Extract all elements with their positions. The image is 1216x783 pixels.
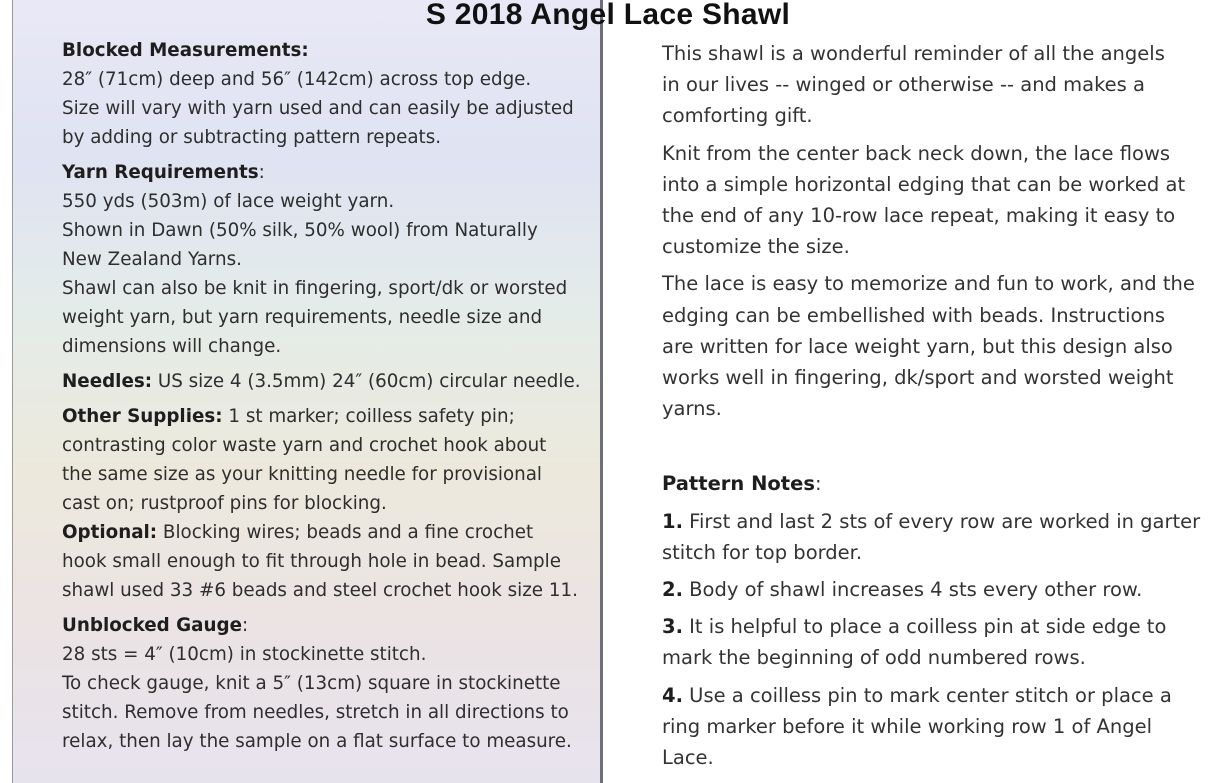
pattern-note-1 xyxy=(662,506,1202,568)
text-line: New Zealand Yarns. xyxy=(62,249,242,270)
text-line: edging can be embellished with beads. Instructions xyxy=(662,303,1165,327)
section-heading: Pattern Notes xyxy=(662,472,815,496)
section-heading: Blocked Measurements: xyxy=(62,40,309,61)
text-line: Body of shawl increases 4 sts every other row. xyxy=(682,578,1143,602)
note-number: 2. xyxy=(662,578,683,602)
text-line: works well in fingering, dk/sport and worsted weight xyxy=(662,366,1174,390)
text-line: US size 4 (3.5mm) 24″ (60cm) circular needle. xyxy=(152,371,581,392)
text-line: The lace is easy to memorize and fun to work, and the xyxy=(662,272,1195,296)
text-line: contrasting color waste yarn and crochet hook about xyxy=(62,435,547,456)
text-line: dimensions will change. xyxy=(62,336,282,357)
text-line: relax, then lay the sample on a flat surface to measure. xyxy=(62,731,572,752)
text-line: 1 st marker; coilless safety pin; xyxy=(222,406,515,427)
text-line: This shawl is a wonderful reminder of all the angels xyxy=(662,42,1165,65)
section-heading: Needles: xyxy=(62,371,153,392)
description-column xyxy=(662,38,1202,773)
text-line: shawl used 33 #6 beads and steel crochet hook size 11. xyxy=(62,580,578,601)
text-line: 28 sts = 4″ (10cm) in stockinette stitch. xyxy=(62,644,427,665)
text-line: by adding or subtracting pattern repeats. xyxy=(62,127,442,148)
heading-suffix: : xyxy=(814,472,822,496)
text-line: ring marker before it while working row 1 of Angel xyxy=(662,714,1152,738)
yarn-requirements-section xyxy=(62,158,582,361)
text-line: in our lives -- winged or otherwise -- and makes a xyxy=(662,73,1145,97)
intro-paragraph xyxy=(662,38,1202,132)
text-line: Shown in Dawn (50% silk, 50% wool) from Naturally xyxy=(62,220,538,241)
text-line: stitch. Remove from needles, stretch in all directions to xyxy=(62,702,569,723)
section-heading: Yarn Requirements xyxy=(62,162,259,183)
section-heading: Unblocked Gauge xyxy=(62,615,242,636)
section-heading: Optional: xyxy=(62,522,158,543)
blocked-measurements-section xyxy=(62,36,582,152)
pattern-title: S 2018 Angel Lace Shawl xyxy=(425,0,791,31)
text-line: the end of any 10-row lace repeat, making it easy to xyxy=(662,204,1176,228)
pattern-note-4 xyxy=(662,680,1202,774)
construction-paragraph xyxy=(662,138,1202,263)
text-line: customize the size. xyxy=(662,235,850,259)
text-line: mark the beginning of odd numbered rows. xyxy=(662,646,1086,670)
text-line: stitch for top border. xyxy=(662,540,863,564)
text-line: cast on; rustproof pins for blocking. xyxy=(62,493,387,514)
text-line: Blocking wires; beads and a fine crochet xyxy=(157,522,534,543)
text-line: the same size as your knitting needle for provisional xyxy=(62,464,543,485)
optional-section xyxy=(62,518,582,605)
section-heading: Other Supplies: xyxy=(62,406,223,427)
heading-suffix: : xyxy=(258,162,265,183)
text-line: It is helpful to place a coilless pin at side edge to xyxy=(682,615,1167,639)
text-line: yarns. xyxy=(662,397,722,421)
text-line: hook small enough to fit through hole in bead. Sample xyxy=(62,551,561,572)
text-line: Lace. xyxy=(662,746,714,770)
text-line: To check gauge, knit a 5″ (13cm) square in stockinette xyxy=(62,673,561,694)
pattern-notes-heading xyxy=(662,468,1202,499)
needles-section xyxy=(62,367,582,396)
other-supplies-section xyxy=(62,402,582,518)
text-line: are written for lace weight yarn, but this design also xyxy=(662,334,1173,358)
text-line: Size will vary with yarn used and can easily be adjusted xyxy=(62,98,574,119)
text-line: Knit from the center back neck down, the lace flows xyxy=(662,141,1171,165)
unblocked-gauge-section xyxy=(62,611,582,756)
note-number: 3. xyxy=(662,615,683,639)
pattern-note-3 xyxy=(662,611,1202,673)
text-line: 550 yds (503m) of lace weight yarn. xyxy=(62,191,395,212)
text-line: First and last 2 sts of every row are worked in garter xyxy=(682,509,1201,533)
lace-paragraph xyxy=(662,268,1202,424)
pattern-note-2 xyxy=(662,574,1202,605)
text-line: Shawl can also be knit in fingering, sport/dk or worsted xyxy=(62,278,568,299)
note-number: 1. xyxy=(662,509,683,533)
text-line: weight yarn, but yarn requirements, needle size and xyxy=(62,307,543,328)
text-line: 28″ (71cm) deep and 56″ (142cm) across top edge. xyxy=(62,69,532,90)
text-line: comforting gift. xyxy=(662,104,813,128)
note-number: 4. xyxy=(662,683,683,707)
text-line: Use a coilless pin to mark center stitch or place a xyxy=(682,683,1172,707)
specifications-column xyxy=(62,36,582,756)
text-line: into a simple horizontal edging that can be worked at xyxy=(662,172,1186,196)
heading-suffix: : xyxy=(241,615,249,636)
